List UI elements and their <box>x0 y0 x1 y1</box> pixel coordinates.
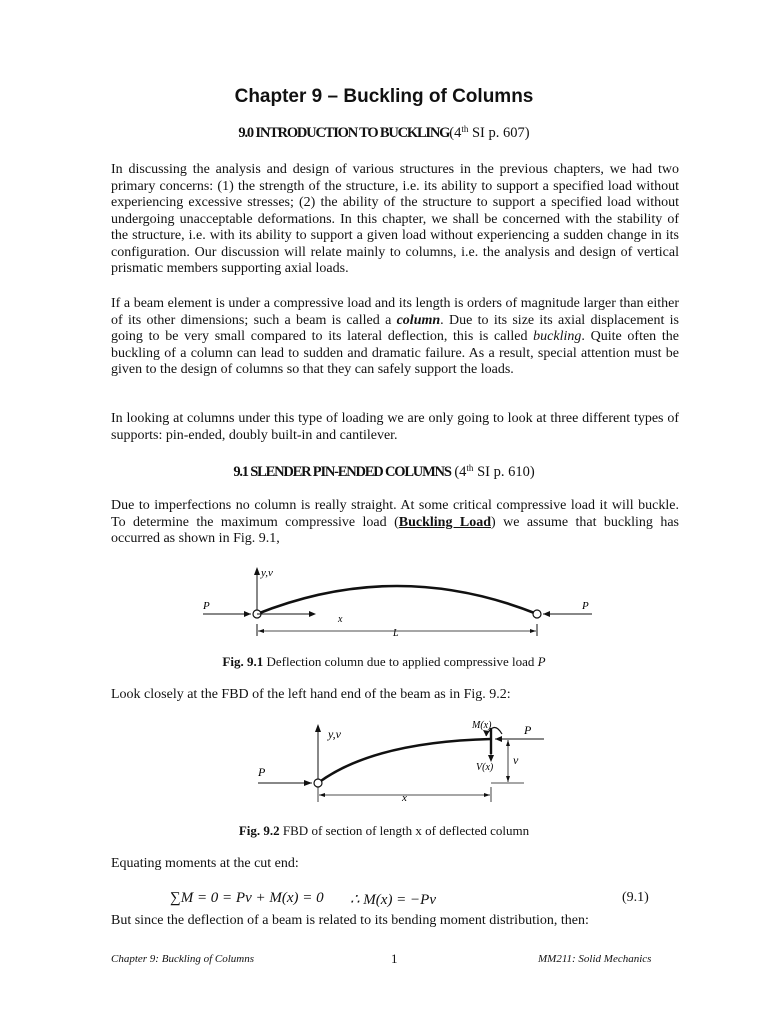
paragraph-deflection-relation: But since the deflection of a beam is related to its bending moment distribution, then: <box>111 913 589 928</box>
fig2-x-label: x <box>402 792 407 804</box>
section-ref: (4th SI p. 607) <box>449 124 530 141</box>
fig1-p-left-label: P <box>203 600 210 612</box>
equation-9-1-left: ∑M = 0 = Pv + M(x) = 0 <box>170 890 324 906</box>
fig1-length-label: L <box>393 628 399 639</box>
section-heading-text: 9.0 INTRODUCTION TO BUCKLING <box>238 125 450 141</box>
fig1-deflected-column <box>257 586 537 614</box>
fig2-yv-label: y,v <box>328 727 341 741</box>
figure-9-1 <box>200 562 600 642</box>
section-heading-9-1 <box>0 463 768 481</box>
section-heading-text: 9.1 SLENDER PIN-ENDED COLUMNS <box>233 464 451 480</box>
fig2-p-left-label: P <box>258 765 266 779</box>
section-heading-9-0 <box>0 124 768 142</box>
paragraph-equating-moments: Equating moments at the cut end: <box>111 856 299 871</box>
equation-number: (9.1) <box>622 890 649 905</box>
fig1-yv-label: y,v <box>261 567 273 579</box>
footer-course: MM211: Solid Mechanics <box>538 953 652 965</box>
intro-paragraph-3: In looking at columns under this type of loading we are only going to look at three different types of supports: pin-ended, doubly built-in and cantilever. <box>111 411 679 443</box>
fig2-moment-label: M(x) <box>472 720 492 731</box>
section-ref: (4th SI p. 610) <box>450 463 535 480</box>
term-buckling: buckling <box>533 329 582 344</box>
fig1-x-label: x <box>338 614 343 625</box>
figure-9-1-caption: Fig. 9.1 Deflection column due to applied compressive load P <box>222 654 546 669</box>
fig2-shear-label: V(x) <box>476 762 494 773</box>
term-buckling-load: Buckling Load <box>398 514 491 530</box>
equation-9-1-right: ∴ M(x) = −Pv <box>350 892 437 908</box>
fig2-shear-arrow <box>488 755 494 762</box>
intro-paragraph-2: If a beam element is under a compressive load and its length is orders of magnitude larger than either of its other dimensions; such a beam is called a column. Due to its size its axial displacement is going to be very small compared to its lateral deflection, this is called buckling. Quite often the buckling of a column can lead to sudden and dramatic failure. As a result, special attention must be given to the design of columns so that they can safely support the loads. <box>111 296 679 377</box>
fig2-v-label: v <box>513 753 519 767</box>
intro-paragraph-1: In discussing the analysis and design of various structures in the previous chapters, we had two primary concerns: (1) the strength of the structure, i.e. its ability to support a specified load without experiencing excessive stresses; (2) the ability of the structure to support a specified load without undergoing unacceptable deformations. In this chapter, we shall be concerned with the stability of the structure, i.e. with its ability to support a given load without experiencing a sudden change in its configuration. Our discussion will relate mainly to columns, i.e. the analysis and design of vertical prismatic members supporting axial loads. <box>111 162 679 276</box>
footer-page-number: 1 <box>391 951 398 966</box>
fig2-p-right-label: P <box>524 723 532 737</box>
paragraph-fbd-intro: Look closely at the FBD of the left hand end of the beam as in Fig. 9.2: <box>111 687 511 702</box>
figure-9-2 <box>248 712 548 808</box>
section-paragraph-1: Due to imperfections no column is really straight. At some critical compressive load it will buckle. To determine the maximum compressive load (Buckling Load) we assume that buckling has occurred as shown in Fig. 9.1, <box>111 498 679 546</box>
fig2-deflected-segment <box>318 739 491 783</box>
fig1-p-right-label: P <box>582 600 589 612</box>
chapter-title: Chapter 9 – Buckling of Columns <box>234 86 534 107</box>
fig1-right-pin <box>533 610 541 618</box>
footer-chapter: Chapter 9: Buckling of Columns <box>111 953 254 965</box>
term-column: column <box>396 312 441 328</box>
fig2-left-pin <box>314 779 322 787</box>
figure-9-2-caption: Fig. 9.2 FBD of section of length x of deflected column <box>238 823 530 838</box>
